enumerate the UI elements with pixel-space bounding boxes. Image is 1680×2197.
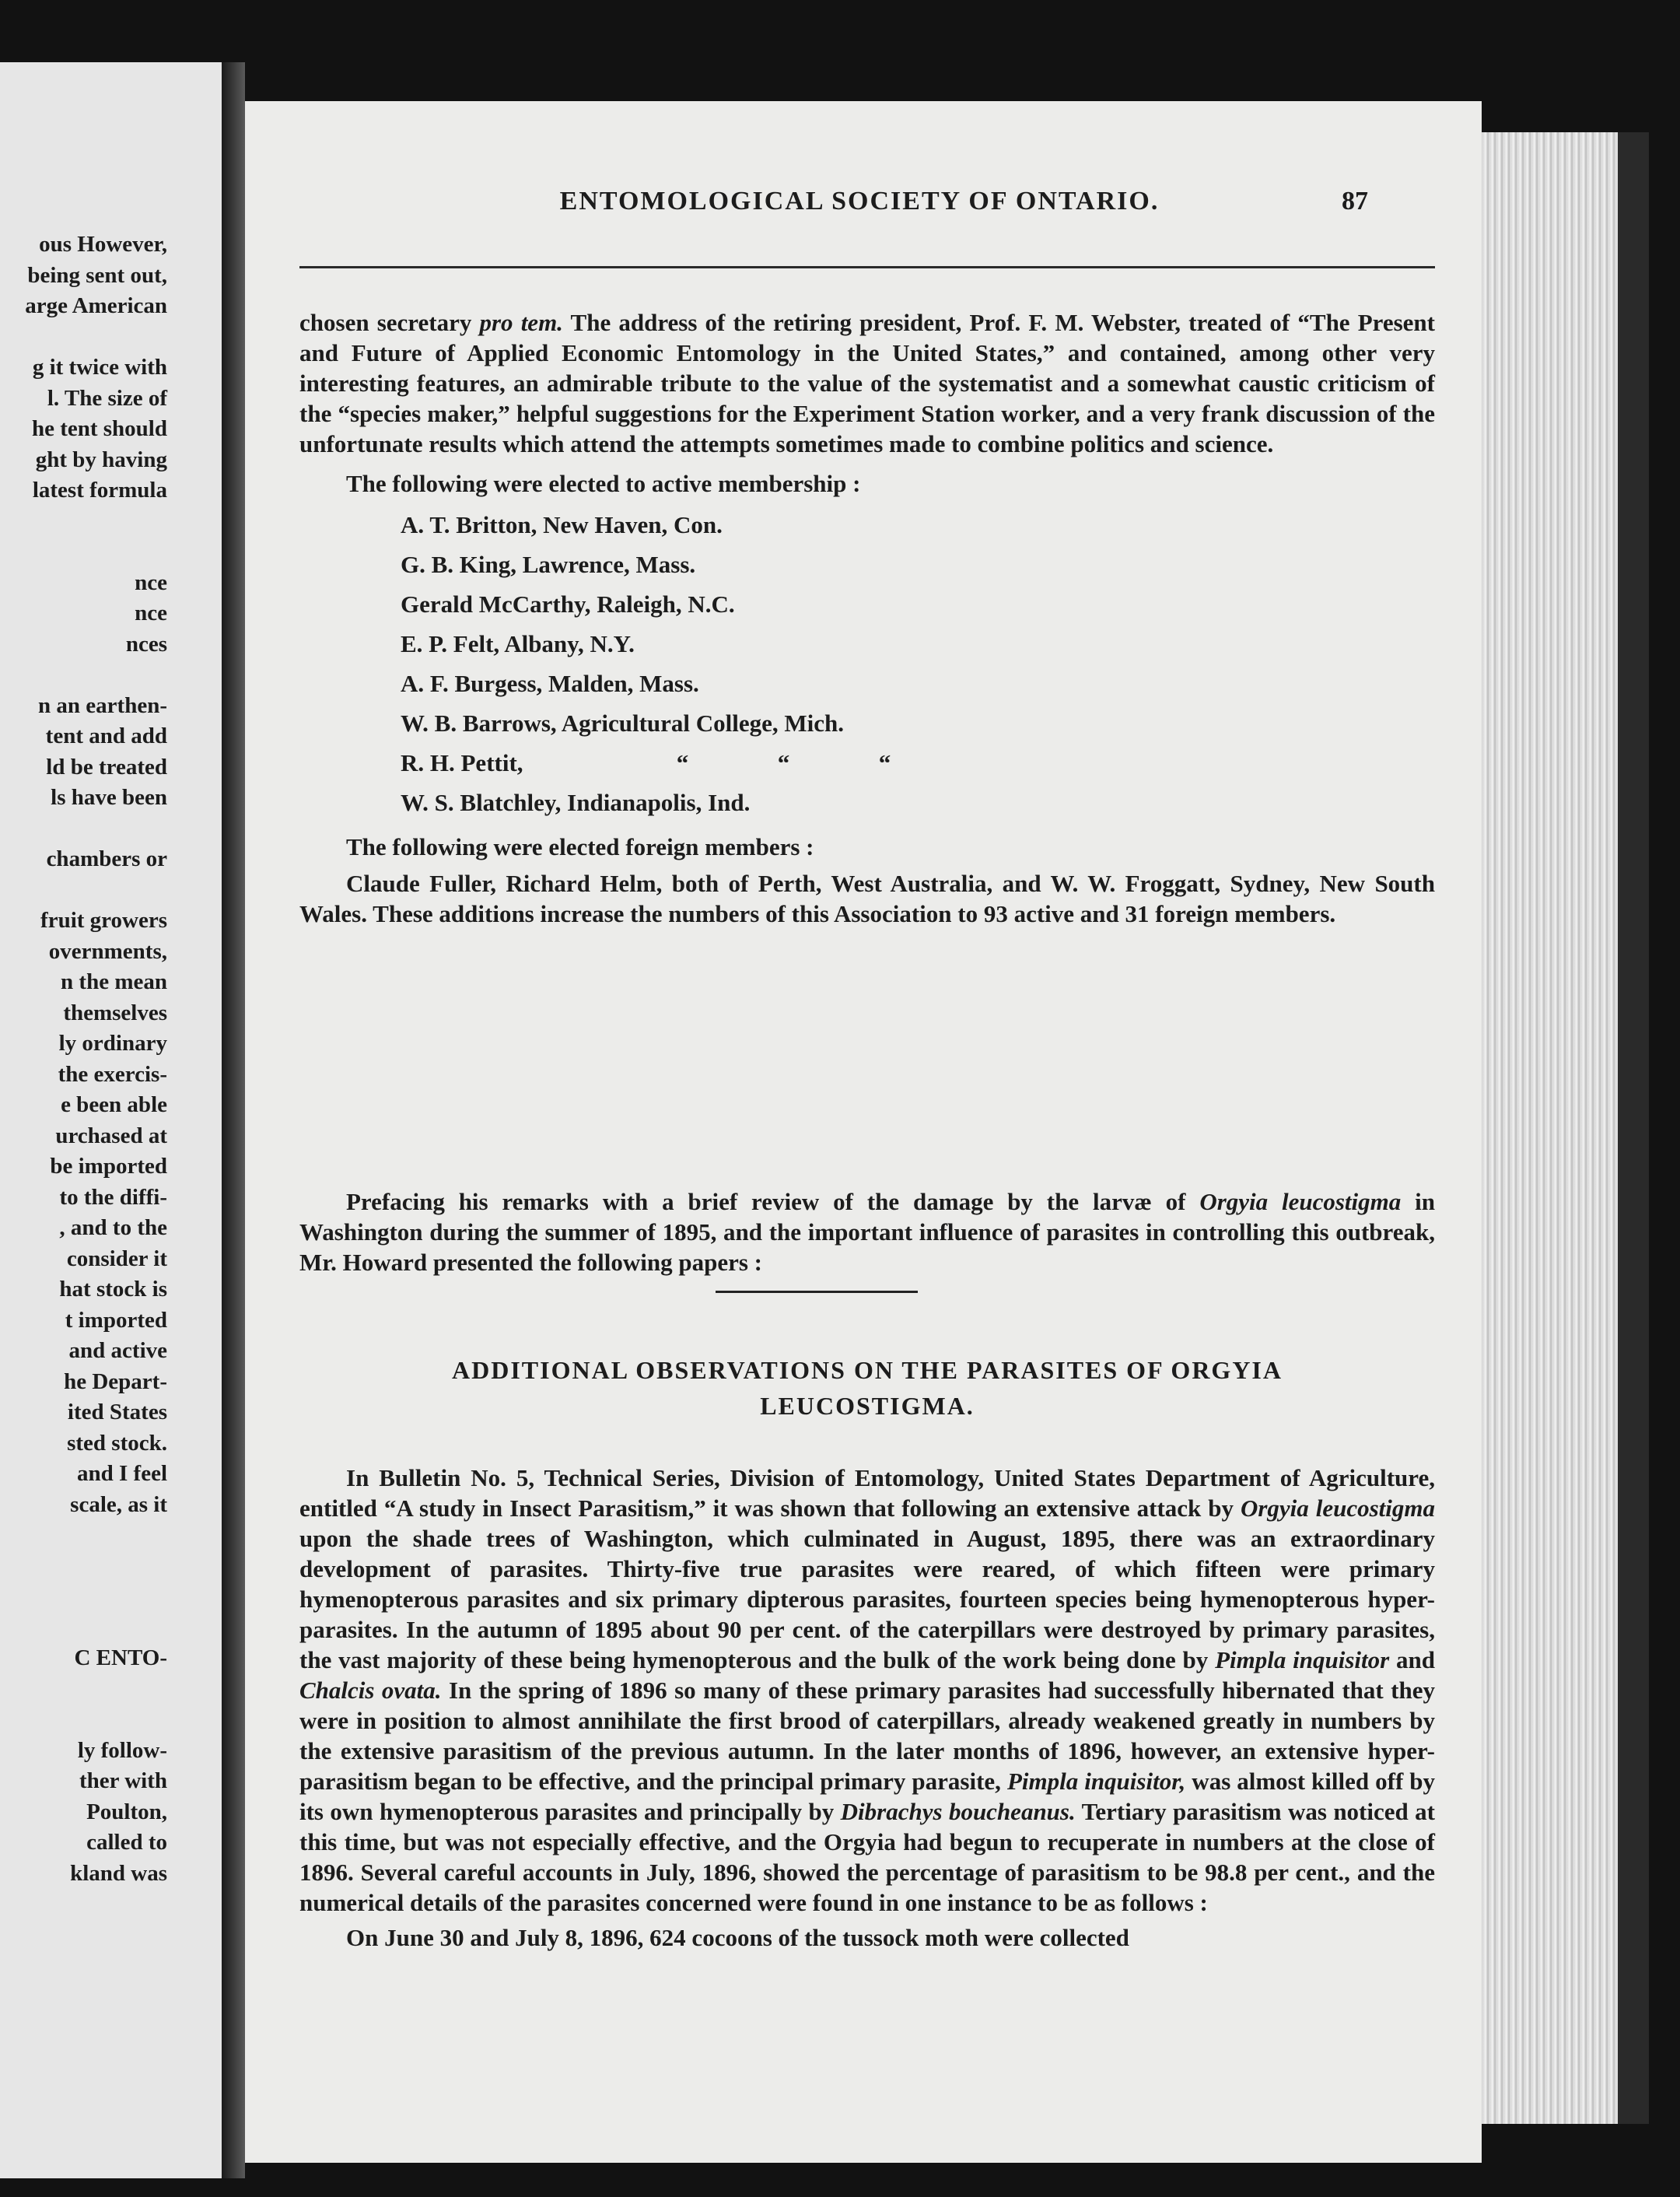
left-page-line: ght by having	[35, 447, 167, 472]
article-title	[299, 1352, 1435, 1424]
article-title-line-2: LEUCOSTIGMA.	[760, 1392, 975, 1420]
header-rule	[299, 266, 1435, 268]
left-page-line: ther with	[79, 1768, 167, 1793]
article-title-line-1: ADDITIONAL OBSERVATIONS ON THE PARASITES OF ORGYIA	[452, 1356, 1283, 1384]
final-line: On June 30 and July 8, 1896, 624 cocoons of the tussock moth were collected	[346, 1924, 1129, 1951]
left-page-line: nce	[135, 569, 167, 595]
foreign-intro: The following were elected foreign members :	[346, 833, 814, 860]
left-page-line: arge American	[25, 293, 167, 318]
opening-italic: pro tem.	[479, 309, 563, 336]
left-page-line: overnments,	[48, 938, 167, 964]
main-page	[245, 101, 1482, 2163]
article-italic: Dibrachys boucheanus.	[840, 1798, 1076, 1825]
left-page-line: be imported	[50, 1154, 167, 1179]
left-page-line: ly ordinary	[58, 1031, 167, 1056]
left-page-line: scale, as it	[70, 1491, 167, 1517]
left-page-line: Poulton,	[86, 1799, 167, 1824]
article-paragraph	[299, 1463, 1435, 1918]
running-head: ENTOMOLOGICAL SOCIETY OF ONTARIO.	[559, 187, 1160, 215]
article-italic: Orgyia leucostigma	[1240, 1494, 1435, 1522]
article-text: In Bulletin No. 5, Technical Series, Division of Entomology, United States Department of Agriculture, entitled “A study in Insect Parasitism,” it was shown that following an extensive attack by	[299, 1464, 1435, 1522]
left-page-line: n the mean	[61, 969, 167, 994]
left-page-line: chambers or	[46, 846, 167, 871]
left-page-line: to the diffi-	[59, 1184, 167, 1210]
left-page-line: the exercis-	[58, 1061, 167, 1087]
member-item: Gerald McCarthy, Raleigh, N.C.	[401, 590, 735, 618]
ditto-mark: “	[676, 749, 689, 776]
left-page-line: themselves	[63, 1000, 167, 1025]
left-page-line: he tent should	[31, 416, 167, 441]
member-item: A. T. Britton, New Haven, Con.	[401, 511, 723, 538]
left-page-line: nce	[135, 601, 167, 625]
member-item: G. B. King, Lawrence, Mass.	[401, 551, 696, 578]
left-page-line: consider it	[66, 1246, 167, 1271]
left-page-line: he Depart-	[64, 1368, 167, 1394]
left-page-line: e been able	[61, 1092, 167, 1117]
left-page-line: g it twice with	[32, 355, 167, 380]
left-page-line: l. The size of	[47, 385, 167, 411]
page-edge-shadow	[1618, 132, 1649, 2124]
article-italic: Pimpla inquisitor,	[1006, 1768, 1186, 1795]
left-page-line: C ENTO-	[74, 1645, 167, 1670]
active-member-list	[299, 505, 1435, 822]
left-page-line: sted stock.	[67, 1430, 167, 1456]
opening-paragraph	[299, 307, 1435, 459]
left-page-line: ld be treated	[46, 754, 167, 780]
left-page-line: n an earthen-	[38, 692, 167, 718]
prefacing-text-2: in Washington during the summer of 1895, and the important influence of parasites in controlling this outbreak, Mr. Howard presented the following papers :	[299, 1188, 1435, 1276]
left-page-line: hat stock is	[59, 1277, 167, 1302]
book-gutter	[222, 62, 245, 2178]
member-item: A. F. Burgess, Malden, Mass.	[401, 670, 699, 697]
page-edge-stack	[1462, 132, 1618, 2124]
page-number: 87	[1342, 187, 1368, 215]
left-page-line: ous However,	[39, 232, 167, 257]
left-page-line: , and to the	[59, 1215, 167, 1240]
article-italic: Chalcis ovata.	[299, 1677, 442, 1704]
left-page-line: ls have been	[51, 785, 167, 810]
left-page-line: ited States	[67, 1400, 167, 1424]
article-italic: Pimpla inquisitor	[1215, 1646, 1390, 1673]
opening-text-2: The address of the retiring president, Prof. F. M. Webster, treated of “The Present and Future of Applied Economic Entomology in the United States,” and contained, among other very interesting features, an admirable tribute to the value of the systematist and a somewhat caustic criticism of the “species maker,” helpful suggestions for the Experiment Station worker, and a very frank discussion of the unfortunate results which attend the attempts sometimes made to combine politics and science.	[299, 309, 1435, 457]
prefacing-paragraph	[299, 1186, 1435, 1277]
left-page-line: tent and add	[45, 724, 167, 748]
member-item-pettit	[299, 743, 1435, 783]
left-page-line: nces	[125, 631, 167, 657]
left-facing-page	[0, 62, 236, 2178]
pettit-name: R. H. Pettit,	[401, 749, 523, 776]
article-text: Tertiary parasitism was noticed at this time, but was not especially effective, and the Orgyia had begun to recuperate in numbers at the close of 1896. Several careful accounts in July, 1896, showed the percentage of parasitism to be 98.8 per cent., and the numerical details of the parasites concerned were found in one instance to be as follows :	[299, 1798, 1435, 1916]
prefacing-text-1: Prefacing his remarks with a brief review of the damage by the larvæ of	[346, 1188, 1200, 1215]
opening-text-1: chosen secretary	[299, 309, 480, 336]
active-intro: The following were elected to active membership :	[346, 470, 861, 497]
article-text: upon the shade trees of Washington, which culminated in August, 1895, there was an extraordinary development of parasites. Thirty-five true parasites were reared, of which fifteen were primary hymenopterous parasites and six primary dipterous parasites, fourteen species being hymenopterous hyper-parasites. In the autumn of 1895 about 90 per cent. of the caterpillars were destroyed by primary parasites, the vast majority of these being hymenopterous and the bulk of the work being done by	[299, 1525, 1435, 1673]
section-divider	[716, 1291, 918, 1293]
ditto-mark: “	[878, 749, 891, 776]
left-page-line: latest formula	[32, 478, 167, 503]
article-text: was almost killed off by its own hymenopterous parasites and principally by	[299, 1768, 1436, 1825]
ditto-mark: “	[777, 749, 790, 776]
left-page-line: and active	[68, 1338, 167, 1363]
foreign-paragraph: Claude Fuller, Richard Helm, both of Perth, West Australia, and W. W. Froggatt, Sydney, New South Wales. These additions increase the numbers of this Association to 93 active and 31 foreign members.	[299, 870, 1435, 927]
left-page-line: called to	[86, 1830, 167, 1855]
left-page-line: kland was	[70, 1860, 167, 1886]
left-page-line: being sent out,	[27, 262, 167, 288]
article-text: In the spring of 1896 so many of these primary parasites had successfully hibernated that they were in position to almost annihilate the first brood of caterpillars, already weakened greatly in numbers by the extensive parasitism of the previous autumn. In the later months of 1896, however, an extensive hyper-parasitism began to be effective, and the principal primary parasite,	[299, 1677, 1436, 1795]
prefacing-italic: Orgyia leucostigma	[1199, 1188, 1402, 1215]
member-item: W. S. Blatchley, Indianapolis, Ind.	[401, 789, 751, 816]
left-page-line: fruit growers	[40, 908, 167, 933]
article-text: and	[1389, 1646, 1435, 1673]
member-item: E. P. Felt, Albany, N.Y.	[401, 630, 635, 657]
membership-section	[299, 307, 1435, 929]
left-page-line: and I feel	[77, 1461, 167, 1486]
left-page-line: ly follow-	[77, 1737, 167, 1763]
left-page-line: urchased at	[55, 1123, 167, 1148]
member-item: W. B. Barrows, Agricultural College, Mich.	[401, 710, 845, 737]
article-body	[299, 1463, 1435, 1953]
prefacing-section	[299, 1186, 1435, 1277]
left-page-line: t imported	[65, 1307, 167, 1333]
